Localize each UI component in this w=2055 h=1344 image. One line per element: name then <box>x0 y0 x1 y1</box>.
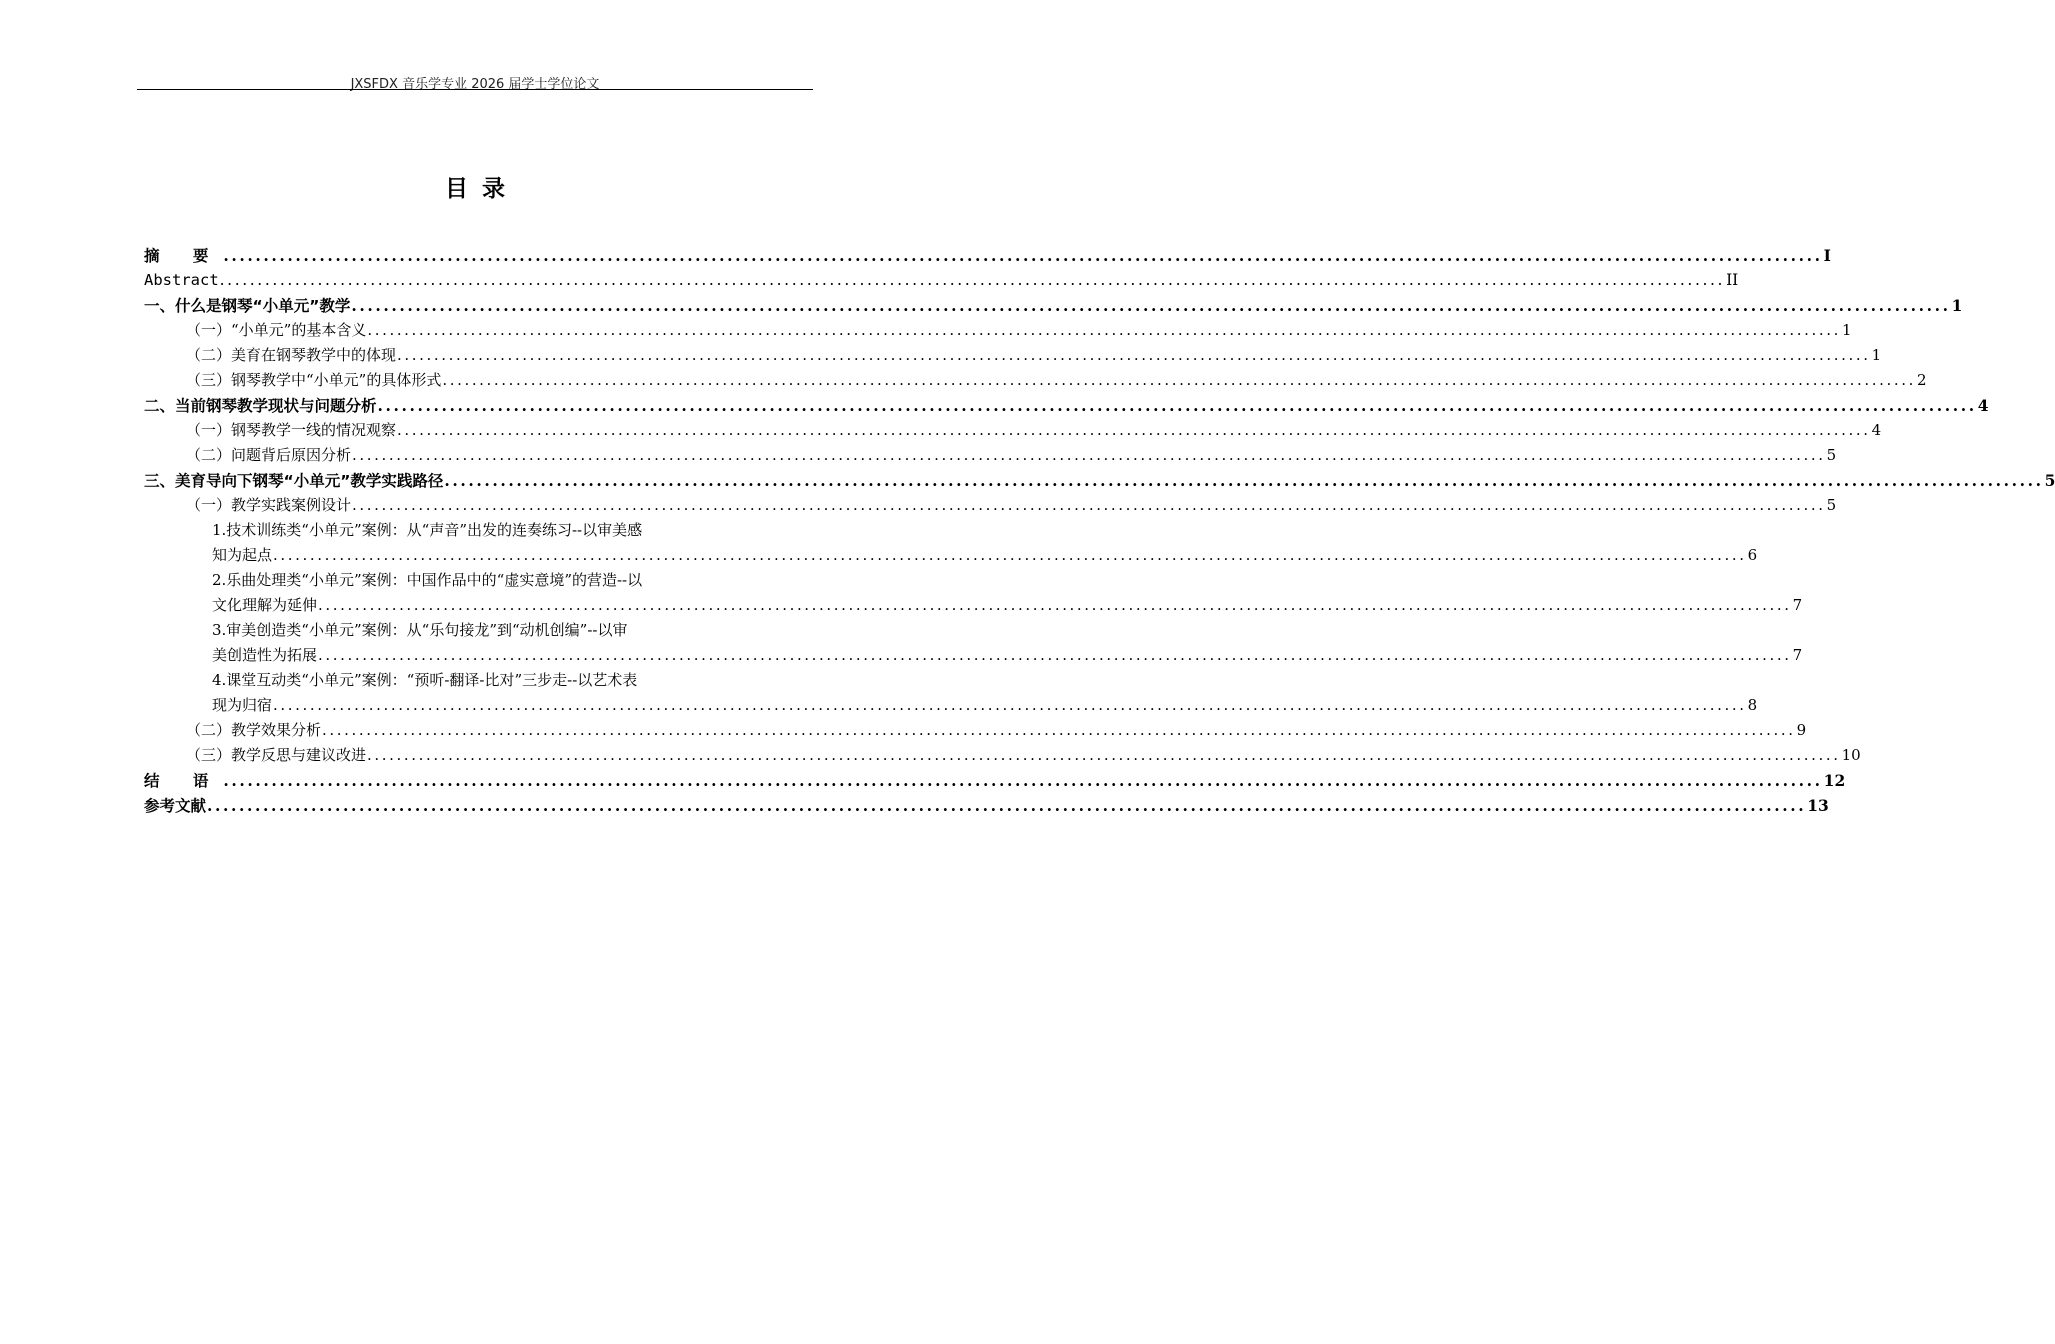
toc-page-number: II <box>1726 271 1739 289</box>
toc-entry-text: Abstract <box>144 271 219 289</box>
header-rule <box>137 89 813 90</box>
toc-entry-3-1-2-line2[interactable] <box>144 593 1803 618</box>
toc-entry-text: 知为起点 <box>212 546 273 564</box>
toc-page-number: 9 <box>1796 721 1807 739</box>
toc-entry-text: 一、什么是钢琴“小单元”教学 <box>144 297 351 315</box>
toc-entry-3-2[interactable] <box>144 718 1807 743</box>
toc-leader-dots: ........................................................................................................................................................................................................ <box>352 496 1826 514</box>
toc-leader-dots: ........................................................................................................................................................................................................ <box>442 371 1916 389</box>
toc-entry-text: （二）美育在钢琴教学中的体现 <box>186 346 397 364</box>
toc-page-number: 5 <box>1826 496 1837 514</box>
toc-entry-text: 1.技术训练类“小单元”案例：从“声音”出发的连奏练习--以审美感 <box>212 521 643 539</box>
toc-entry-chapter-2[interactable] <box>144 393 1989 418</box>
toc-entry-3-1-3-line2[interactable] <box>144 643 1803 668</box>
toc-entry-text: 3.审美创造类“小单元”案例：从“乐句接龙”到“动机创编”--以审 <box>212 621 628 639</box>
toc-leader-dots: ........................................................................................................................................................................................................ <box>367 746 1841 764</box>
toc-entry-2-1[interactable] <box>144 418 1882 443</box>
toc-entry-text: （三）教学反思与建议改进 <box>186 746 367 764</box>
toc-entry-3-1[interactable] <box>144 493 1837 518</box>
toc-page-number: 1 <box>1871 346 1882 364</box>
toc-entry-references[interactable] <box>144 793 1829 818</box>
toc-entry-abstract-en[interactable] <box>144 268 1739 293</box>
toc-page-number: 2 <box>1916 371 1927 389</box>
toc-leader-dots: ........................................................................................................................................................................................................ <box>352 446 1826 464</box>
toc-entry-text: （一）教学实践案例设计 <box>186 496 352 514</box>
toc-entry-text: 参考文献 <box>144 797 207 815</box>
toc-entry-text: 现为归宿 <box>212 696 273 714</box>
toc-leader-dots: ........................................................................................................................................................................................................ <box>219 271 1726 289</box>
toc-page-number: 12 <box>1823 771 1846 790</box>
toc-entry-3-3[interactable] <box>144 743 1861 768</box>
toc-leader-dots: ........................................................................................................................................................................................................ <box>318 596 1792 614</box>
toc-entry-text: 结 语 <box>144 772 223 790</box>
page-title: 目录 <box>445 176 519 202</box>
toc-page-number: 5 <box>1826 446 1837 464</box>
toc-leader-dots: ........................................................................................................................................................................................................ <box>322 721 1796 739</box>
toc-entry-text: （二）教学效果分析 <box>186 721 322 739</box>
toc-entry-3-1-2-line1[interactable] <box>144 568 806 593</box>
toc-leader-dots: ........................................................................................................................................................................................................ <box>397 346 1871 364</box>
toc-leader-dots: ........................................................................................................................................................................................................ <box>377 396 1977 415</box>
toc-leader-dots: ........................................................................................................................................................................................................ <box>318 646 1792 664</box>
toc-entry-2-2[interactable] <box>144 443 1837 468</box>
toc-leader-dots: ........................................................................................................................................................................................................ <box>223 771 1823 790</box>
toc-entry-3-1-1-line1[interactable] <box>144 518 806 543</box>
toc-entry-3-1-1-line2[interactable] <box>144 543 1758 568</box>
toc-entry-text: （一）钢琴教学一线的情况观察 <box>186 421 397 439</box>
toc-entry-1-2[interactable] <box>144 343 1882 368</box>
toc-page-number: 1 <box>1951 296 1963 315</box>
toc-entry-text: 4.课堂互动类“小单元”案例：“预听-翻译-比对”三步走--以艺术表 <box>212 671 638 689</box>
toc-entry-text: 摘 要 <box>144 247 223 265</box>
toc-entry-1-1[interactable] <box>144 318 1852 343</box>
toc-entry-1-3[interactable] <box>144 368 1927 393</box>
toc-page-number: I <box>1823 246 1831 265</box>
toc-page-number: 1 <box>1841 321 1852 339</box>
toc-page-number: 10 <box>1841 746 1861 764</box>
toc-leader-dots: ........................................................................................................................................................................................................ <box>444 471 2044 490</box>
toc-page-number: 6 <box>1747 546 1758 564</box>
toc-leader-dots: ........................................................................................................................................................................................................ <box>367 321 1841 339</box>
toc-entry-3-1-4-line1[interactable] <box>144 668 806 693</box>
toc-entry-text: （一）“小单元”的基本含义 <box>186 321 367 339</box>
toc-page-number: 4 <box>1977 396 1989 415</box>
toc-page-number: 7 <box>1792 596 1803 614</box>
toc-entry-text: 文化理解为延伸 <box>212 596 318 614</box>
toc-entry-conclusion[interactable] <box>144 768 1846 793</box>
toc-leader-dots: ........................................................................................................................................................................................................ <box>397 421 1871 439</box>
toc-entry-text: 三、美育导向下钢琴“小单元”教学实践路径 <box>144 472 444 490</box>
toc-entry-chapter-3[interactable] <box>144 468 2055 493</box>
toc-page-number: 8 <box>1747 696 1758 714</box>
toc-leader-dots: ........................................................................................................................................................................................................ <box>223 246 1823 265</box>
toc-entry-chapter-1[interactable] <box>144 293 1963 318</box>
toc-entry-text: 2.乐曲处理类“小单元”案例：中国作品中的“虚实意境”的营造--以 <box>212 571 643 589</box>
toc-entry-text: （三）钢琴教学中“小单元”的具体形式 <box>186 371 442 389</box>
toc-page-number: 4 <box>1871 421 1882 439</box>
toc-leader-dots: ........................................................................................................................................................................................................ <box>273 696 1747 714</box>
toc-page-number: 13 <box>1807 796 1829 815</box>
toc-leader-dots: ........................................................................................................................................................................................................ <box>273 546 1747 564</box>
toc-leader-dots: ........................................................................................................................................................................................................ <box>351 296 1951 315</box>
toc-page-number: 5 <box>2044 471 2055 490</box>
toc-entry-text: （二）问题背后原因分析 <box>186 446 352 464</box>
toc-page-number: 7 <box>1792 646 1803 664</box>
toc-entry-abstract-cn[interactable] <box>144 243 1831 268</box>
toc-entry-text: 二、当前钢琴教学现状与问题分析 <box>144 397 377 415</box>
toc-entry-text: 美创造性为拓展 <box>212 646 318 664</box>
toc-leader-dots: ........................................................................................................................................................................................................ <box>207 796 1807 815</box>
table-of-contents <box>144 243 2055 818</box>
toc-entry-3-1-3-line1[interactable] <box>144 618 806 643</box>
page-header: JXSFDX 音乐学专业 2026 届学士学位论文 <box>350 77 600 92</box>
toc-entry-3-1-4-line2[interactable] <box>144 693 1758 718</box>
